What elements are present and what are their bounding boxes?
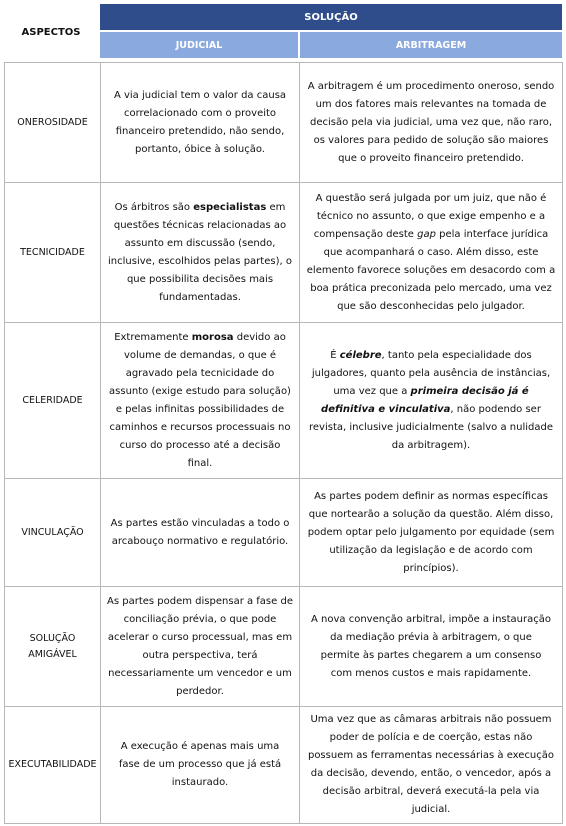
cell-judicial-celeridade: [106, 323, 294, 478]
cell-arbitragem-solucao-amigavel: [310, 587, 552, 706]
aspect-label: TECNICIDADE: [20, 246, 85, 258]
aspect-label: CELERIDADE: [22, 394, 83, 406]
cell-text: É célebre, tanto pela especialidade dos julgadores, quanto pela ausência de instâncias, uma vez que a primeira decisão já é definitiva e vinculativa, não podendo ser revista, inclusive judicialmente (salvo a nulidade da arbitragem).: [309, 349, 553, 451]
aspect-label: ONEROSIDADE: [17, 116, 88, 128]
cell-text: As partes estão vinculadas a todo o arcabouço normativo e regulatório.: [110, 517, 290, 547]
cell-text: As partes podem definir as normas específicas que nortearão a solução da questão. Além disso, podem optar pelo julgamento por equidade (sem utilização da legislação e de acordo com princípios).: [307, 490, 555, 574]
cell-judicial-tecnicidade: [108, 183, 292, 322]
cell-text: As partes podem dispensar a fase de conciliação prévia, o que pode acelerar o curso processual, mas em outra perspectiva, terá necessariamente um vencedor e um perdedor.: [107, 595, 293, 697]
header-solucao: SOLUÇÃO: [100, 4, 562, 30]
header-aspectos: ASPECTOS: [21, 26, 81, 38]
row-aspect-celeridade: [5, 323, 100, 478]
cell-text: A nova convenção arbitral, impõe a instauração da mediação prévia à arbitragem, o que permite às partes chegarem a um consenso com menos custos e mais rapidamente.: [311, 613, 551, 679]
cell-judicial-vinculacao: [110, 479, 290, 586]
header-judicial: JUDICIAL: [100, 32, 298, 58]
column-divider: [562, 62, 563, 824]
cell-arbitragem-onerosidade: [306, 63, 556, 182]
aspect-label: SOLUÇÃO AMIGÁVEL: [28, 632, 77, 660]
cell-text: A via judicial tem o valor da causa correlacionado com o proveito financeiro pretendido, não sendo, portanto, óbice à solução.: [113, 89, 287, 155]
aspect-label: EXECUTABILIDADE: [8, 759, 97, 770]
cell-arbitragem-vinculacao: [306, 479, 556, 586]
row-aspect-tecnicidade: [5, 183, 100, 322]
row-aspect-vinculacao: [5, 479, 100, 586]
row-aspect-executabilidade: [5, 707, 100, 823]
cell-text: A questão será julgada por um juiz, que não é técnico no assunto, o que exige empenho e a compensação deste gap pela interface jurídica que acompanhará o caso. Além disso, este elemento favorece soluções em desacordo com a boa prática preconizada pelo mercado, uma vez que são desconhecidas pelo julgador.: [306, 192, 556, 312]
cell-text: A execução é apenas mais uma fase de um processo que já está instaurado.: [118, 741, 282, 788]
cell-text: Uma vez que as câmaras arbitrais não possuem poder de polícia e de coerção, estas não possuem as ferramentas necessárias à execução da decisão, devendo, então, o vencedor, após a decisão arbitral, deverá executá-la pela via judicial.: [307, 714, 555, 815]
cell-arbitragem-tecnicidade: [304, 183, 558, 322]
row-divider: [4, 823, 562, 824]
cell-text: Os árbitros são especialistas em questões técnicas relacionadas ao assunto em discussão (sendo, inclusive, escolhidos pelas partes), o que possibilita decisões mais fundamentadas.: [108, 201, 292, 303]
cell-judicial-solucao-amigavel: [106, 587, 294, 706]
column-divider: [299, 62, 300, 824]
cell-arbitragem-executabilidade: [306, 707, 556, 823]
cell-arbitragem-celeridade: [306, 323, 556, 478]
header-arbitragem: ARBITRAGEM: [300, 32, 562, 58]
aspect-label: VINCULAÇÃO: [21, 526, 84, 538]
row-aspect-onerosidade: [5, 63, 100, 182]
cell-judicial-executabilidade: [112, 707, 288, 823]
cell-text: A arbitragem é um procedimento oneroso, sendo um dos fatores mais relevantes na tomada de decisão pela via judicial, uma vez que, não raro, os valores para pedido de solução são maiores que o proveito financeiro pretendido.: [307, 80, 555, 164]
cell-judicial-onerosidade: [106, 63, 294, 182]
column-divider: [100, 62, 101, 824]
cell-text: Extremamente morosa devido ao volume de demandas, o que é agravado pela tecnicidade do assunto (exige estudo para solução) e pelas infinitas possibilidades de caminhos e recursos processuais no curso do processo até a decisão final.: [109, 331, 291, 469]
row-aspect-solucao-amigavel: [12, 587, 93, 706]
